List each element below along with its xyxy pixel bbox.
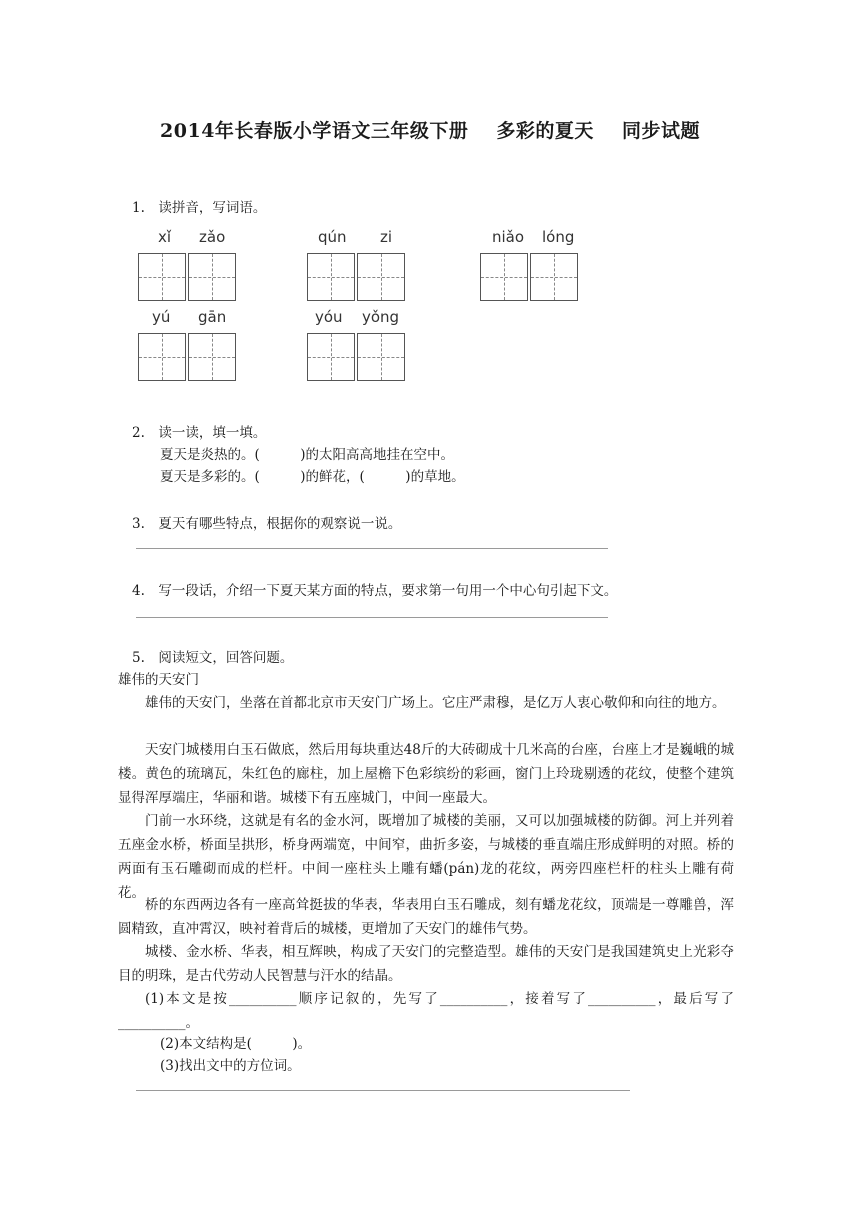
q5-prompt: 5. 阅读短文，回答问题。: [132, 650, 294, 666]
q2-prompt: 2. 读一读，填一填。: [132, 425, 267, 441]
q3-answer-line[interactable]: [136, 548, 608, 549]
passage-paragraph-2: 天安门城楼用白玉石做底，然后用每块重达48斤的大砖砌成十几米高的台座，台座上才是巍峨的城楼。黄色的琉璃瓦，朱红色的廊柱，加上屋檐下色彩缤纷的彩画，窗门上玲珑剔透的花纹，使整个建筑显得浑厚端庄，华丽和谐。城楼下有五座城门，中间一座最大。: [118, 742, 734, 806]
writing-grid-1[interactable]: [138, 253, 238, 301]
title-part3: 同步试题: [621, 120, 700, 142]
q5-answer-line[interactable]: [136, 1090, 630, 1091]
q5-sub2: (2)本文结构是( )。: [160, 1036, 312, 1052]
page-title: [0, 116, 860, 143]
q1-prompt: 1. 读拼音，写词语。: [132, 200, 267, 216]
pinyin-yu: yú: [152, 308, 171, 326]
pinyin-gan: gān: [198, 308, 227, 326]
title-part2: 多彩的夏天: [496, 120, 594, 142]
pinyin-you: yóu: [315, 308, 343, 326]
passage-paragraph-4: 桥的东西两边各有一座高耸挺拔的华表，华表用白玉石雕成，刻有蟠龙花纹，顶端是一尊雕兽，浑圆精致，直冲霄汉，映衬着背后的城楼，更增加了天安门的雄伟气势。: [118, 897, 734, 937]
q4-prompt: 4. 写一段话，介绍一下夏天某方面的特点，要求第一句用一个中心句引起下文。: [132, 583, 618, 599]
passage-paragraph-1: 雄伟的天安门，坐落在首都北京市天安门广场上。它庄严肃穆，是亿万人衷心敬仰和向往的地方。: [145, 695, 726, 711]
pinyin-long: lóng: [542, 228, 575, 246]
passage-paragraph-5: 城楼、金水桥、华表，相互辉映，构成了天安门的完整造型。雄伟的天安门是我国建筑史上光彩夺目的明珠，是古代劳动人民智慧与汗水的结晶。: [118, 944, 734, 984]
writing-grid-5[interactable]: [307, 333, 407, 381]
writing-grid-2[interactable]: [307, 253, 407, 301]
q2-line1: 夏天是炎热的。( )的太阳高高地挂在空中。: [160, 447, 455, 463]
pinyin-qun: qún: [318, 228, 347, 246]
pinyin-niao: niǎo: [492, 228, 525, 246]
q5-sub1: (1)本文是按__________顺序记叙的，先写了__________，接着写了__________，最后写了__________。: [118, 991, 734, 1031]
passage-title: 雄伟的天安门: [118, 672, 199, 688]
writing-grid-3[interactable]: [480, 253, 580, 301]
pinyin-zao: zǎo: [199, 228, 226, 246]
pinyin-yong: yǒng: [362, 308, 400, 326]
title-part1: 2014年长春版小学语文三年级下册: [160, 120, 469, 142]
passage-paragraph-3: 门前一水环绕，这就是有名的金水河，既增加了城楼的美丽，又可以加强城楼的防御。河上并列着五座金水桥，桥面呈拱形，桥身两端宽，中间窄，曲折多姿，与城楼的垂直端庄形成鲜明的对照。桥的两面有玉石雕砌而成的栏杆。中间一座柱头上雕有蟠(pán)龙的花纹，两旁四座栏杆的柱头上雕有荷花。: [118, 813, 734, 901]
q3-prompt: 3. 夏天有哪些特点，根据你的观察说一说。: [132, 516, 402, 532]
writing-grid-4[interactable]: [138, 333, 238, 381]
q2-line2: 夏天是多彩的。( )的鲜花，( )的草地。: [160, 469, 465, 485]
pinyin-zi: zi: [380, 228, 393, 246]
q4-answer-line[interactable]: [136, 617, 608, 618]
q5-sub3: (3)找出文中的方位词。: [160, 1058, 301, 1074]
pinyin-xi: xǐ: [158, 228, 172, 246]
